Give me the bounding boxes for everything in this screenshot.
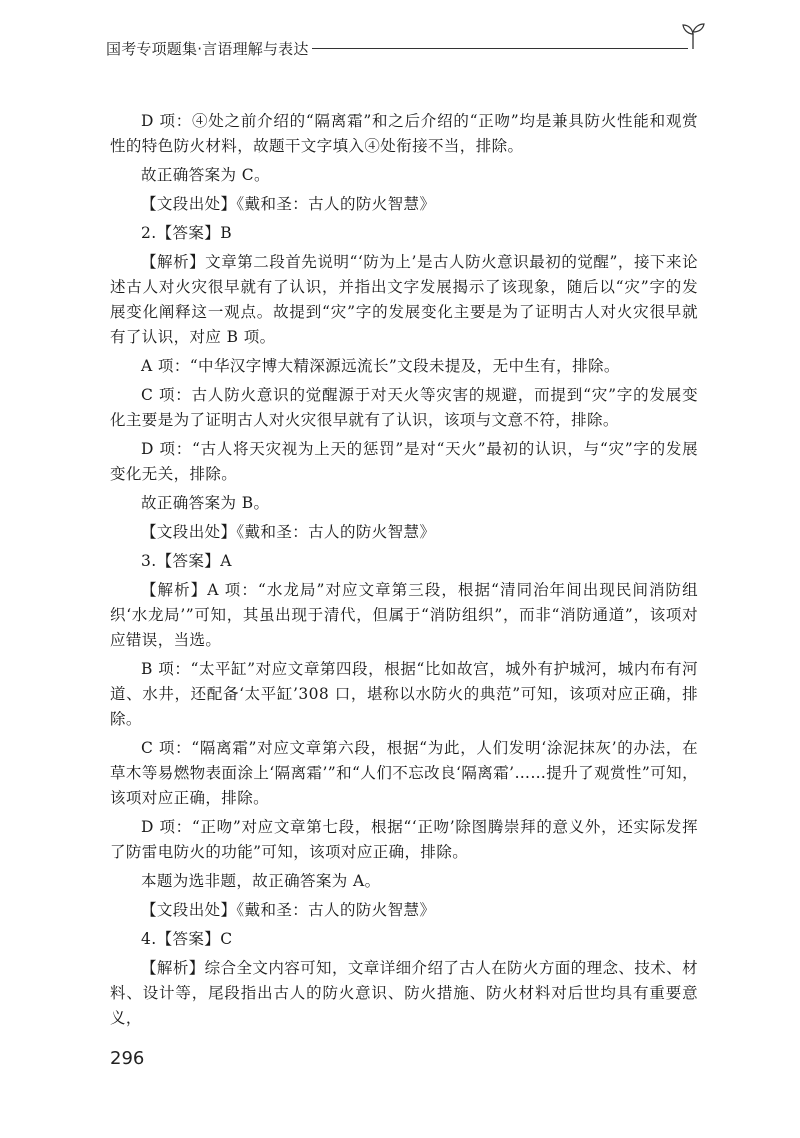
paragraph-option-a-q2: A 项：“中华汉字博大精深源远流长”文段未提及，无中生有，排除。 xyxy=(141,357,620,375)
paragraph-conclusion-q3: 本题为选非题，故正确答案为 A。 xyxy=(141,872,381,890)
page-header xyxy=(106,36,706,66)
page-number: 296 xyxy=(110,1048,145,1069)
paragraph-source-q2: 【文段出处】《戴和圣：古人的防火智慧》 xyxy=(141,523,436,541)
paragraph-source-q1: 【文段出处】《戴和圣：古人的防火智慧》 xyxy=(141,195,436,213)
sprout-icon xyxy=(680,22,706,50)
paragraph-analysis-q3: 【解析】A 项：“水龙局”对应文章第三段，根据“清同治年间出现民间消防组织‘水龙局’”可知，其虽出现于清代，但属于“消防组织”，而非“消防通道”，该项对应错误，当选。 xyxy=(110,581,698,649)
paragraph-answer-q2: 2.【答案】B xyxy=(141,224,232,242)
paragraph-analysis-q4: 【解析】综合全文内容可知，文章详细介绍了古人在防火方面的理念、技术、材料、设计等，尾段指出古人的防火意识、防火措施、防火材料对后世均具有重要意义， xyxy=(110,959,698,1027)
paragraph-answer-q3: 3.【答案】A xyxy=(141,552,232,570)
paragraph-option-b-q3: B 项：“太平缸”对应文章第四段，根据“比如故宫，城外有护城河，城内布有河道、水井，还配备‘太平缸’308 口，堪称以水防火的典范”可知，该项对应正确，排除。 xyxy=(110,660,698,728)
paragraph-source-q3: 【文段出处】《戴和圣：古人的防火智慧》 xyxy=(141,901,436,919)
header-title: 国考专项题集·言语理解与表达 xyxy=(106,40,309,58)
paragraph-conclusion-q1: 故正确答案为 C。 xyxy=(141,166,270,184)
paragraph-option-d-q1: D 项：④处之前介绍的“隔离霜”和之后介绍的“正吻”均是兼具防火性能和观赏性的特色防火材料，故题干文字填入④处衔接不当，排除。 xyxy=(110,112,698,155)
answer-analysis-body xyxy=(110,109,698,1035)
paragraph-option-d-q2: D 项：“古人将天灾视为上天的惩罚”是对“天火”最初的认识，与“灾”字的发展变化无关，排除。 xyxy=(110,440,698,483)
paragraph-option-c-q2: C 项：古人防火意识的觉醒源于对天火等灾害的规避，而提到“灾”字的发展变化主要是为了证明古人对火灾很早就有了认识，该项与文意不符，排除。 xyxy=(110,386,698,429)
paragraph-analysis-q2: 【解析】文章第二段首先说明“‘防为上’是古人防火意识最初的觉醒”，接下来论述古人对火灾很早就有了认识，并指出文字发展揭示了该现象，随后以“灾”字的发展变化阐释这一观点。故提到“灾”字的发展变化主要是为了证明古人对火灾很早就有了认识，对应 B 项。 xyxy=(110,253,698,346)
paragraph-answer-q4: 4.【答案】C xyxy=(141,930,233,948)
paragraph-option-c-q3: C 项：“隔离霜”对应文章第六段，根据“为此，人们发明‘涂泥抹灰’的办法，在草木等易燃物表面涂上‘隔离霜’”和“人们不忘改良‘隔离霜’……提升了观赏性”可知，该项对应正确，排除。 xyxy=(110,739,698,807)
paragraph-option-d-q3: D 项：“正吻”对应文章第七段，根据“‘正吻’除图腾崇拜的意义外，还实际发挥了防雷电防火的功能”可知，该项对应正确，排除。 xyxy=(110,818,698,861)
header-rule xyxy=(312,48,688,49)
paragraph-conclusion-q2: 故正确答案为 B。 xyxy=(141,494,270,512)
